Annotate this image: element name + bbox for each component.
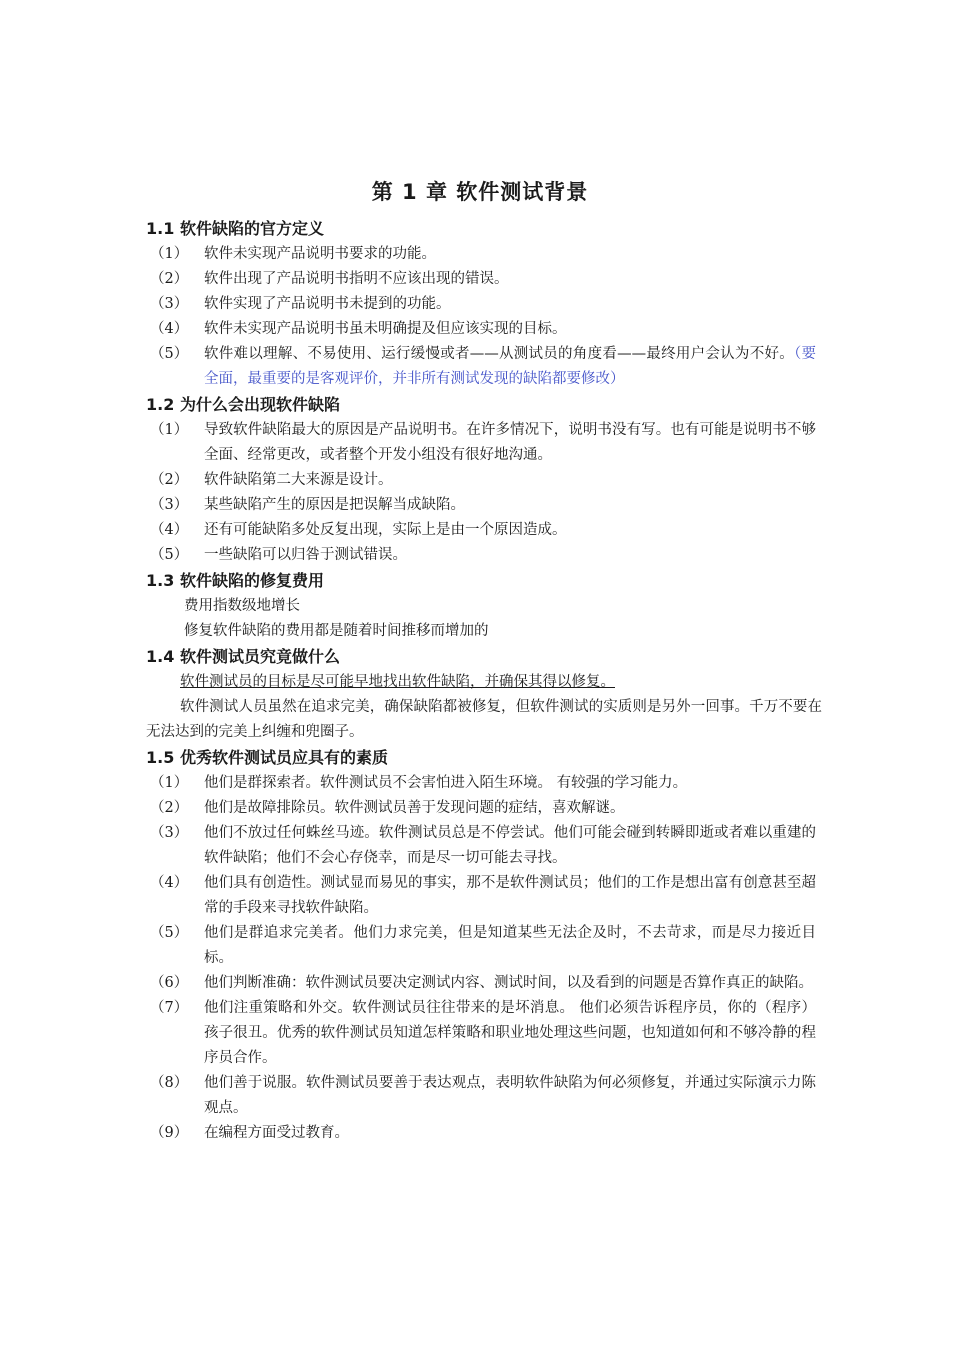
paragraph: 费用指数级地增长 (184, 598, 300, 614)
item-text: 还有可能缺陷多处反复出现，实际上是由一个原因造成。 (204, 522, 567, 538)
section-number: 1.2 (146, 395, 175, 414)
section-number: 1.4 (146, 647, 175, 666)
item-text: 他们是故障排除员。软件测试员善于发现问题的症结，喜欢解谜。 (204, 800, 625, 816)
section-heading (146, 745, 816, 771)
item-text: 软件难以理解、不易使用、运行缓慢或者——从测试员的角度看——最终用户会认为不好。 (204, 346, 794, 362)
list-item (146, 971, 816, 996)
item-marker: （8） (150, 1075, 189, 1091)
section-title: 软件测试员究竟做什么 (180, 647, 341, 666)
item-marker: （5） (150, 346, 189, 362)
section-number: 1.5 (146, 748, 175, 767)
underlined-statement: 软件测试员的目标是尽可能早地找出软件缺陷，并确保其得以修复。 (180, 674, 615, 690)
list-item (146, 821, 816, 871)
item-marker: （5） (150, 547, 189, 563)
item-text: 在编程方面受过教育。 (204, 1125, 349, 1141)
item-text: 他们判断准确：软件测试员要决定测试内容、测试时间，以及看到的问题是否算作真正的缺陷。 (204, 975, 813, 991)
item-text: 他们是群追求完美者。他们力求完美，但是知道某些无法企及时，不去苛求，而是尽力接近目标。 (204, 925, 816, 966)
item-text: 软件缺陷第二大来源是设计。 (204, 472, 393, 488)
section-number: 1.1 (146, 219, 175, 238)
item-marker: （4） (150, 875, 189, 891)
list-item (146, 1121, 816, 1146)
list-item (146, 796, 816, 821)
item-text: 导致软件缺陷最大的原因是产品说明书。在许多情况下，说明书没有写。也有可能是说明书不够全面、经常更改，或者整个开发小组没有很好地沟通。 (204, 422, 816, 463)
body-paragraph: 软件测试人员虽然在追求完美，确保缺陷都被修复，但软件测试的实质则是另外一回事。千万不要在无法达到的完美上纠缠和兜圈子。 (146, 699, 822, 740)
item-text: 某些缺陷产生的原因是把误解当成缺陷。 (204, 497, 465, 513)
item-text: 他们具有创造性。测试显而易见的事实，那不是软件测试员；他们的工作是想出富有创意甚至超常的手段来寻找软件缺陷。 (204, 875, 816, 916)
section-heading (146, 392, 816, 418)
underlined-statement-row (180, 670, 816, 695)
chapter-title: 第 1 章 软件测试背景 (371, 180, 589, 204)
item-marker: （1） (150, 775, 189, 791)
section-title: 软件缺陷的官方定义 (180, 219, 325, 238)
list-item (146, 921, 816, 971)
item-note: （要全面，最重要的是客观评价，并非所有测试发现的缺陷都要修改） (204, 346, 816, 387)
list-item (146, 771, 816, 796)
item-text: 软件未实现产品说明书虽未明确提及但应该实现的目标。 (204, 321, 567, 337)
section-number: 1.3 (146, 571, 175, 590)
list-item (146, 317, 816, 342)
list-item (146, 242, 816, 267)
item-text: 软件实现了产品说明书未提到的功能。 (204, 296, 451, 312)
item-text-wrapper (204, 342, 816, 392)
section-title: 软件缺陷的修复费用 (180, 571, 325, 590)
watermark-strip (0, 0, 960, 22)
list-item (146, 518, 816, 543)
paragraph: 修复软件缺陷的费用都是随着时间推移而增加的 (184, 623, 489, 639)
item-text: 软件出现了产品说明书指明不应该出现的错误。 (204, 271, 509, 287)
item-marker: （7） (150, 1000, 189, 1016)
list-item (146, 418, 816, 468)
list-item (146, 996, 816, 1071)
item-text: 他们注重策略和外交。软件测试员往往带来的是坏消息。 他们必须告诉程序员，你的（程序）孩子很丑。优秀的软件测试员知道怎样策略和职业地处理这些问题，也知道如何和不够冷静的程序员合作。 (204, 1000, 816, 1066)
item-marker: （2） (150, 271, 189, 287)
list-item (146, 1071, 816, 1121)
item-marker: （3） (150, 296, 189, 312)
list-item (146, 468, 816, 493)
list-item (146, 342, 816, 392)
list-item (146, 267, 816, 292)
section-heading (146, 216, 816, 242)
list-item (146, 292, 816, 317)
document-content (146, 216, 822, 1146)
section-title: 优秀软件测试员应具有的素质 (180, 748, 389, 767)
item-marker: （3） (150, 497, 189, 513)
item-text: 他们不放过任何蛛丝马迹。软件测试员总是不停尝试。他们可能会碰到转瞬即逝或者难以重建的软件缺陷；他们不会心存侥幸，而是尽一切可能去寻找。 (204, 825, 816, 866)
item-text: 他们是群探索者。软件测试员不会害怕进入陌生环境。 有较强的学习能力。 (204, 775, 688, 791)
item-text: 他们善于说服。软件测试员要善于表达观点，表明软件缺陷为何必须修复，并通过实际演示力陈观点。 (204, 1075, 816, 1116)
list-item (146, 543, 816, 568)
item-marker: （1） (150, 422, 189, 438)
item-marker: （2） (150, 472, 189, 488)
item-text: 软件未实现产品说明书要求的功能。 (204, 246, 436, 262)
section-heading (146, 644, 816, 670)
section-title: 为什么会出现软件缺陷 (180, 395, 341, 414)
list-item (146, 871, 816, 921)
item-marker: （9） (150, 1125, 189, 1141)
item-marker: （4） (150, 522, 189, 538)
section-heading (146, 568, 816, 594)
list-item (146, 493, 816, 518)
item-marker: （3） (150, 825, 189, 841)
item-marker: （4） (150, 321, 189, 337)
item-text: 一些缺陷可以归咎于测试错误。 (204, 547, 407, 563)
item-marker: （1） (150, 246, 189, 262)
item-marker: （6） (150, 975, 189, 991)
item-marker: （2） (150, 800, 189, 816)
item-marker: （5） (150, 925, 189, 941)
